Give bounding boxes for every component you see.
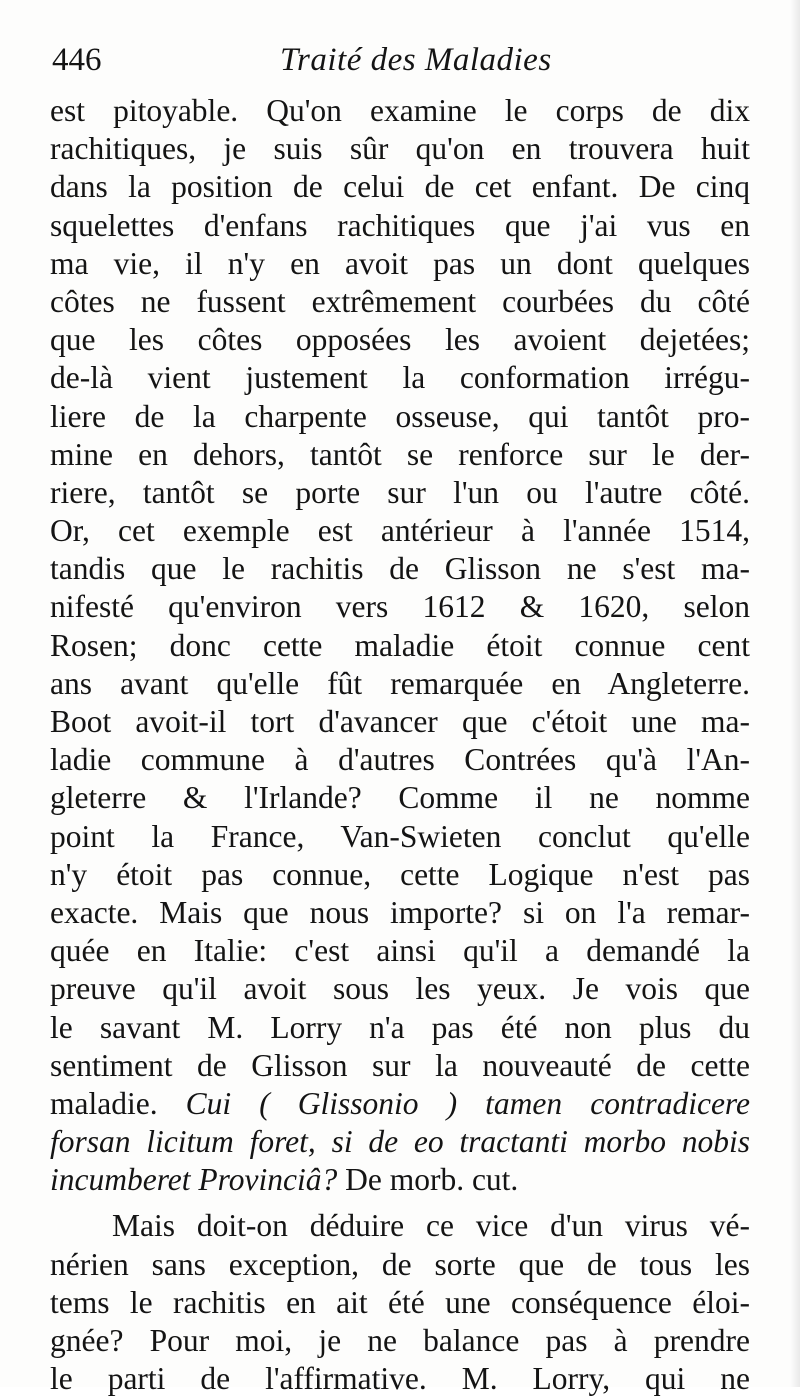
text-line: nérien sans exception, de sorte que de tous les bbox=[50, 1246, 750, 1282]
text-line: Rosen; donc cette maladie étoit connue cent bbox=[50, 627, 750, 663]
text-line: le savant M. Lorry n'a pas été non plus du bbox=[50, 1009, 750, 1045]
text-line: sentiment de Glisson sur la nouveauté de cette bbox=[50, 1047, 750, 1083]
body-text bbox=[50, 92, 750, 1398]
text-line: preuve qu'il avoit sous les yeux. Je vois que bbox=[50, 971, 750, 1007]
citation-text: De morb. cut. bbox=[345, 1162, 519, 1198]
text-line: côtes ne fussent extrêmement courbées du côté bbox=[50, 283, 750, 319]
latin-quote-line-3 bbox=[50, 1161, 750, 1199]
latin-quote-line-2 bbox=[50, 1123, 750, 1161]
quote-italic-text: forsan licitum foret, si de eo tractanti morbo nobis bbox=[50, 1124, 750, 1160]
text-line: liere de la charpente osseuse, qui tantôt pro- bbox=[50, 398, 750, 434]
text-line: tandis que le rachitis de Glisson ne s'est ma- bbox=[50, 551, 750, 587]
text-line: exacte. Mais que nous importe? si on l'a remar- bbox=[50, 894, 750, 930]
paragraph-first-line: Mais doit-on déduire ce vice d'un virus vé- bbox=[112, 1208, 750, 1244]
quote-italic-text: incumberet Provinciâ? bbox=[50, 1162, 338, 1198]
text-line: de-là vient justement la conformation irrégu- bbox=[50, 360, 750, 396]
quote-italic-text: Cui ( Glissonio ) tamen contradicere bbox=[185, 1085, 750, 1121]
text-line: nifesté qu'environ vers 1612 & 1620, selon bbox=[50, 589, 750, 625]
running-head bbox=[48, 40, 748, 90]
text-line: Boot avoit-il tort d'avancer que c'étoit une ma- bbox=[50, 704, 750, 739]
text-line: tems le rachitis en ait été une conséquence éloi- bbox=[50, 1284, 750, 1320]
text-line: dans la position de celui de cet enfant. De cinq bbox=[50, 169, 750, 205]
text-line: gnée? Pour moi, je ne balance pas à prendre bbox=[50, 1323, 750, 1358]
running-title: Traité des Maladies bbox=[280, 42, 552, 78]
text-line: point la France, Van-Swieten conclut qu'elle bbox=[50, 818, 750, 854]
text-line: ma vie, il n'y en avoit pas un dont quelques bbox=[50, 245, 750, 281]
text-line: riere, tantôt se porte sur l'un ou l'autre côté. bbox=[50, 474, 750, 510]
text-line: que les côtes opposées les avoient dejetées; bbox=[50, 322, 750, 358]
text-line: rachitiques, je suis sûr qu'on en trouvera huit bbox=[50, 131, 750, 167]
text-line: ans avant qu'elle fût remarquée en Angleterre. bbox=[50, 665, 750, 701]
text-line: Or, cet exemple est antérieur à l'année 1514, bbox=[50, 513, 750, 549]
text-line: est pitoyable. Qu'on examine le corps de dix bbox=[50, 93, 750, 128]
latin-quote-line-1 bbox=[50, 1085, 750, 1123]
text-line: gleterre & l'Irlande? Comme il ne nomme bbox=[50, 780, 750, 816]
text-line: squelettes d'enfans rachitiques que j'ai vus en bbox=[50, 207, 750, 243]
text-line: quée en Italie: c'est ainsi qu'il a demandé la bbox=[50, 933, 750, 969]
text-line: le parti de l'affirmative. M. Lorry, qui ne bbox=[50, 1361, 750, 1397]
text-line: ladie commune à d'autres Contrées qu'à l'An- bbox=[50, 742, 750, 778]
text-line: mine en dehors, tantôt se renforce sur le der- bbox=[50, 436, 750, 472]
quote-roman-text: maladie. bbox=[50, 1085, 158, 1121]
page-number: 446 bbox=[52, 42, 102, 78]
page-edge-shadow bbox=[790, 0, 800, 1387]
text-line: n'y étoit pas connue, cette Logique n'est pas bbox=[50, 856, 750, 892]
